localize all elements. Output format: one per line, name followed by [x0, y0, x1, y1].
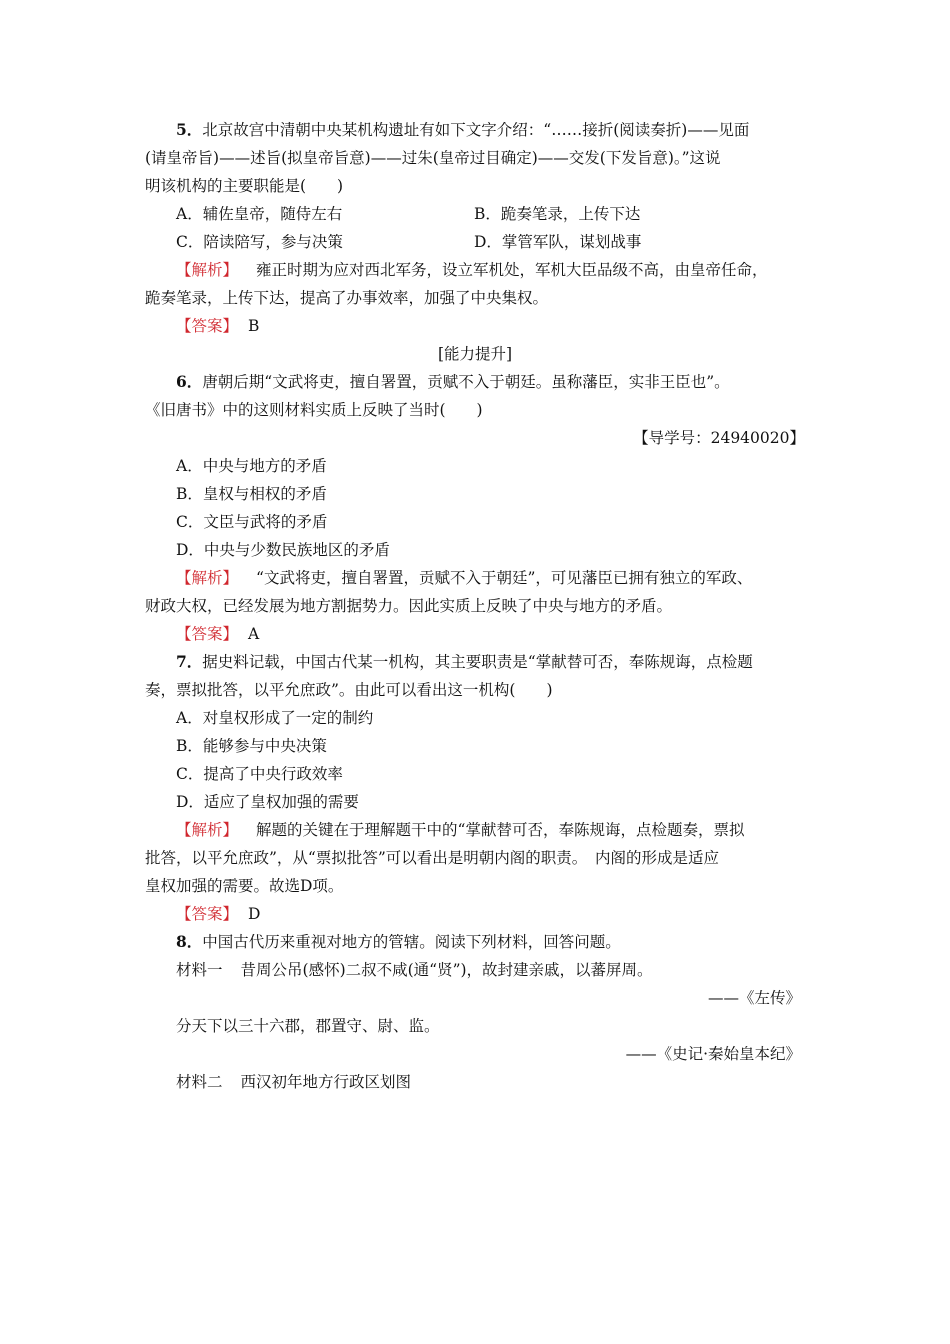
q7-stem-line1: 7．据史料记载，中国古代某一机构，其主要职责是“掌献替可否，奉陈规诲，点检题	[176, 652, 753, 671]
q5-option-c: C．陪读陪写，参与决策	[176, 233, 343, 251]
q5-analysis-line2: 跪奏笔录，上传下达，提高了办事效率，加强了中央集权。	[145, 289, 549, 307]
q5-option-a: A．辅佐皇帝，随侍左右	[176, 205, 343, 223]
q7-stem-line2: 奏，票拟批答，以平允庶政”。由此可以看出这一机构( )	[145, 681, 553, 699]
q6-option-d: D．中央与少数民族地区的矛盾	[176, 541, 390, 559]
q5-stem-line3: 明该机构的主要职能是( )	[145, 177, 344, 195]
q8-material2-label: 材料二	[176, 1073, 223, 1091]
q6-option-b: B．皇权与相权的矛盾	[176, 485, 327, 503]
q5-option-d: D．掌管军队，谋划战事	[474, 233, 642, 251]
q8-material2: 材料二 西汉初年地方行政区划图	[176, 1073, 412, 1091]
q6-answer-tag: 【答案】	[176, 625, 239, 643]
q6-answer: 【答案】 A	[176, 625, 260, 643]
q5-stem-line1: 5．北京故宫中清朝中央某机构遗址有如下文字介绍：“……接折(阅读奏折)——见面	[176, 120, 750, 139]
q7-analysis-line3: 皇权加强的需要。故选D项。	[145, 877, 344, 895]
q8-material1-source2: ——《史记·秦始皇本纪》	[625, 1045, 801, 1063]
q7-analysis-line1: 【解析】 解题的关键在于理解题干中的“掌献替可否，奉陈规诲，点检题奏，票拟	[176, 821, 745, 839]
q5-answer: 【答案】 B	[176, 317, 260, 335]
q6-analysis-tag: 【解析】	[176, 569, 239, 587]
q5-analysis-tag: 【解析】	[176, 261, 239, 279]
q5-analysis-line1: 【解析】 雍正时期为应对西北军务，设立军机处，军机大臣品级不高，由皇帝任命，	[176, 261, 768, 279]
q6-stem-line1: 6．唐朝后期“文武将吏，擅自署置，贡赋不入于朝廷。虽称藩臣，实非王臣也”。	[176, 372, 730, 391]
q6-number: 6．	[176, 372, 203, 391]
q7-number: 7．	[176, 652, 203, 671]
q5-stem-line2: (请皇帝旨)——述旨(拟皇帝旨意)——过朱(皇帝过目确定)——交发(下发旨意)。”这说	[145, 149, 721, 167]
q8-material1-text2: 分天下以三十六郡，郡置守、尉、监。	[176, 1017, 440, 1035]
q8-number: 8．	[176, 932, 203, 951]
q5-answer-tag: 【答案】	[176, 317, 239, 335]
document-page	[145, 116, 805, 1096]
q6-option-c: C．文臣与武将的矛盾	[176, 513, 328, 531]
q8-material1: 材料一 昔周公吊(感怀)二叔不咸(通“贤”)，故封建亲戚，以蕃屏周。	[176, 961, 653, 979]
q5-options-row2	[145, 228, 805, 256]
q6-stem-line2: 《旧唐书》中的这则材料实质上反映了当时( )	[145, 401, 483, 419]
q5-option-b: B．跪奏笔录，上传下达	[474, 205, 641, 223]
q5-number: 5．	[176, 120, 203, 139]
q7-option-c: C．提高了中央行政效率	[176, 765, 343, 783]
q8-material1-source: ——《左传》	[707, 989, 801, 1007]
q7-analysis-line2: 批答，以平允庶政”，从“票拟批答”可以看出是明朝内阁的职责。 内阁的形成是适应	[145, 849, 720, 867]
q7-analysis-tag: 【解析】	[176, 821, 239, 839]
q6-analysis-line2: 财政大权，已经发展为地方割据势力。因此实质上反映了中央与地方的矛盾。	[145, 597, 673, 615]
q5-options-row1	[145, 200, 805, 228]
q8-material1-label: 材料一	[176, 961, 223, 979]
q7-answer-tag: 【答案】	[176, 905, 239, 923]
q6-option-a: A．中央与地方的矛盾	[176, 457, 327, 475]
q6-analysis-line1: 【解析】 “文武将吏，擅自署置，贡赋不入于朝廷”，可见藩臣已拥有独立的军政、	[176, 569, 753, 587]
section-title: [能力提升]	[437, 345, 513, 363]
q7-option-d: D．适应了皇权加强的需要	[176, 793, 359, 811]
q6-guide-number: 【导学号：24940020】	[633, 429, 805, 447]
q8-stem-line1: 8．中国古代历来重视对地方的管辖。阅读下列材料，回答问题。	[176, 932, 621, 951]
q7-option-b: B．能够参与中央决策	[176, 737, 327, 755]
q7-option-a: A．对皇权形成了一定的制约	[176, 709, 374, 727]
q7-answer: 【答案】 D	[176, 905, 261, 923]
